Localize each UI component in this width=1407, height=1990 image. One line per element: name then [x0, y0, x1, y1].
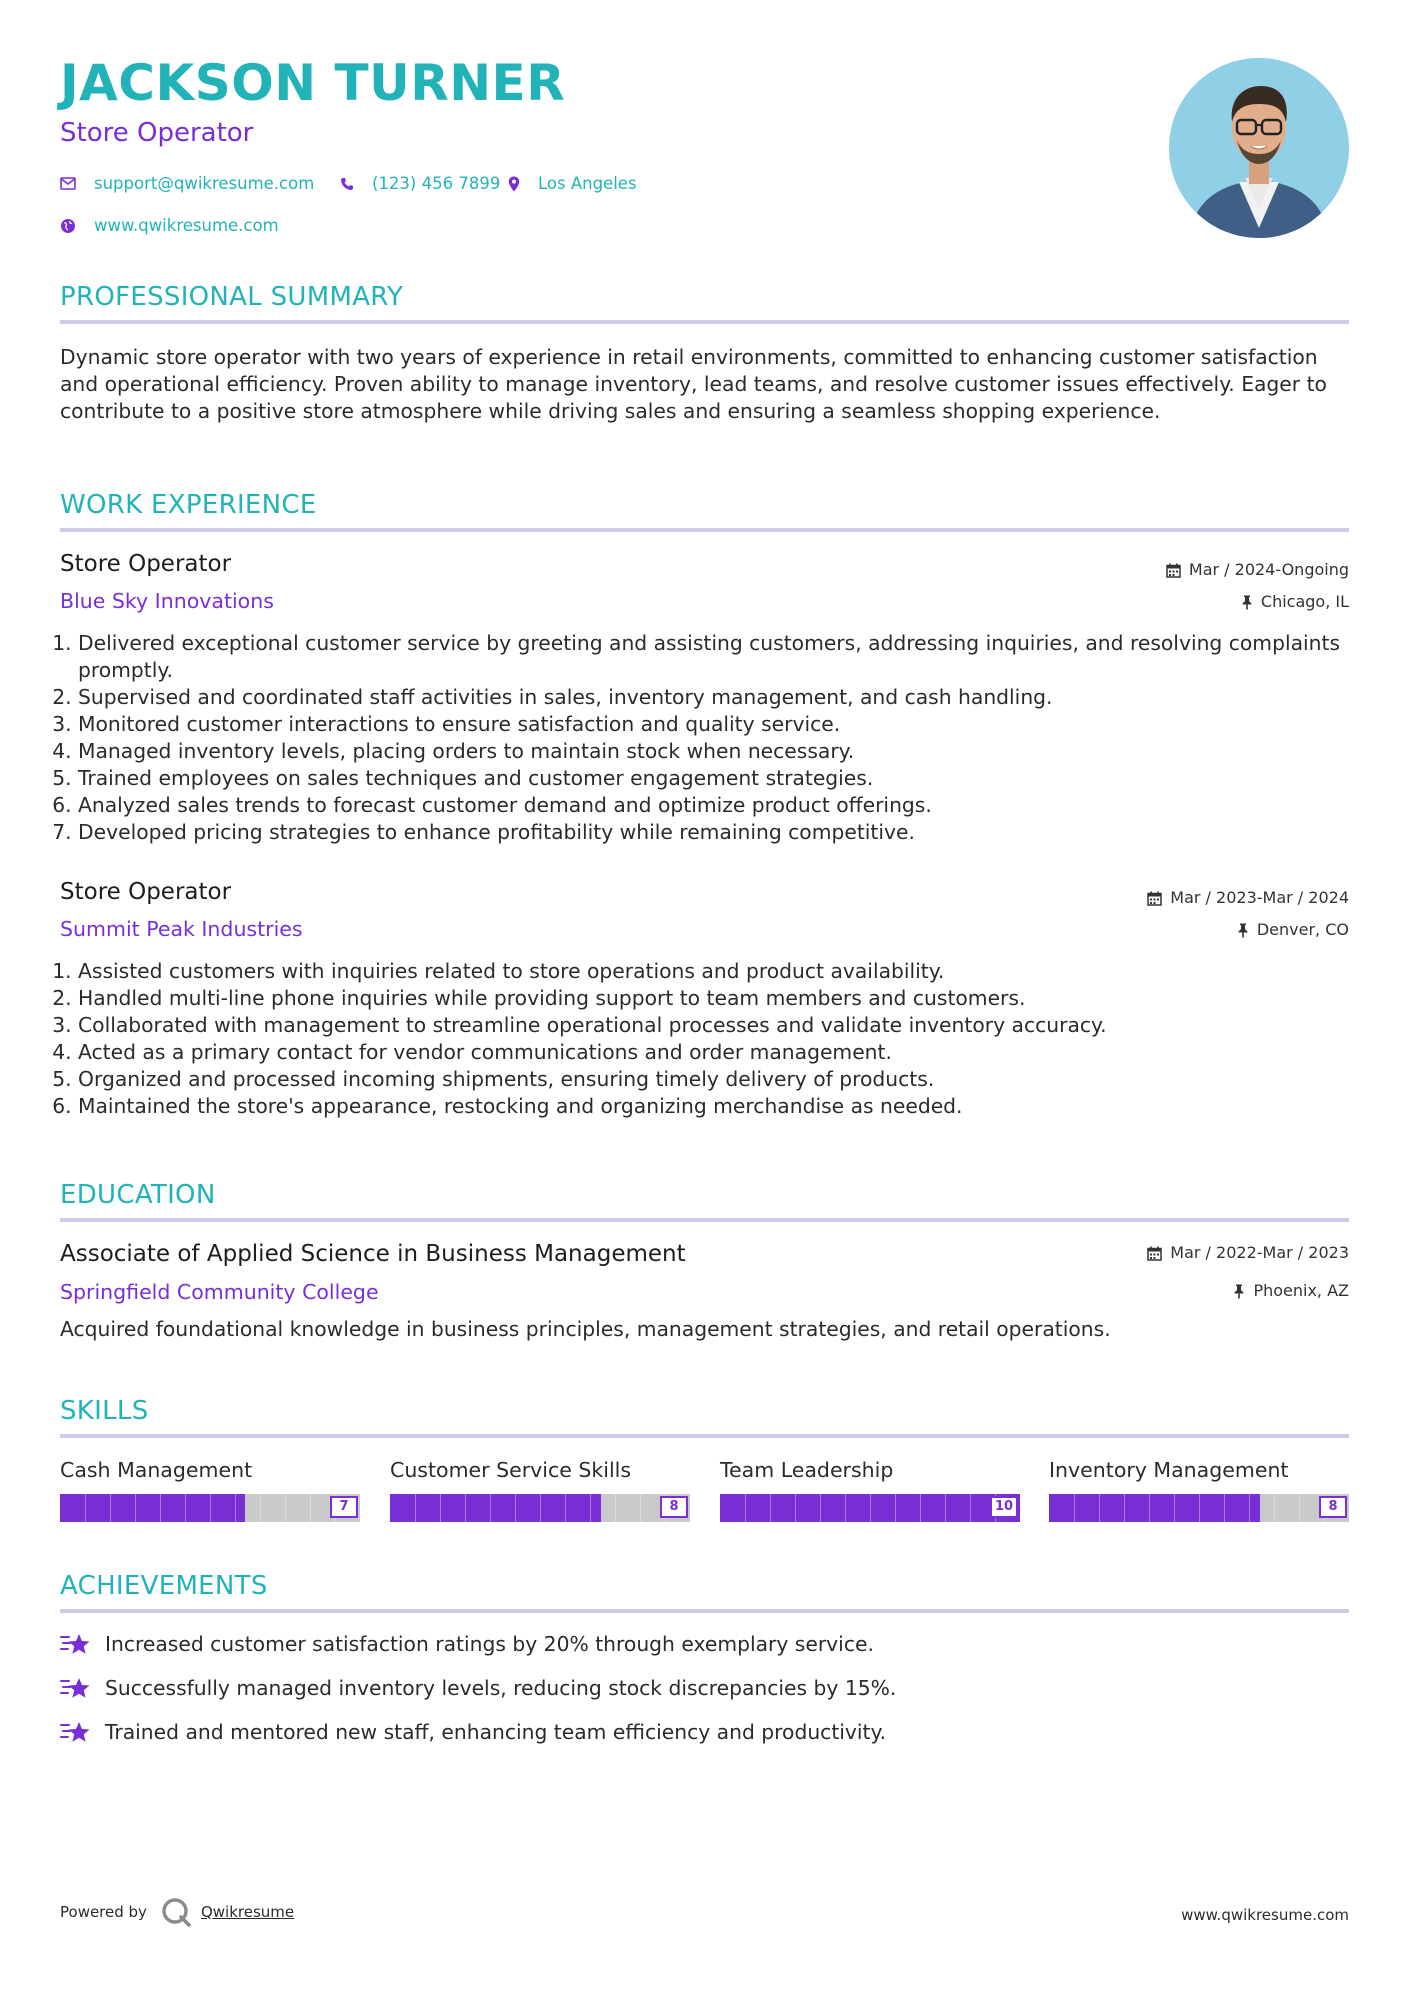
skill-bar-segment	[745, 1494, 746, 1522]
achievement-text: Increased customer satisfaction ratings by 20% through exemplary service.	[105, 1632, 874, 1656]
achievement-text: Successfully managed inventory levels, reducing stock discrepancies by 15%.	[105, 1676, 897, 1700]
skill-bar-segment	[795, 1494, 796, 1522]
phone-icon	[340, 177, 354, 191]
summary-text: Dynamic store operator with two years of experience in retail environments, committed to enhancing customer satisfaction and operational efficiency. Proven ability to manage inventory, lead teams, and resolve customer issues effectively. Eager to contribute to a positive store atmosphere while driving sales and ensuring a seamless shopping experience.	[60, 345, 1327, 423]
list-item: 5. Trained employees on sales techniques and customer engagement strategies.	[78, 765, 1367, 792]
education-dates-text: Mar / 2022-Mar / 2023	[1170, 1243, 1349, 1262]
education-location	[1233, 1283, 1349, 1299]
profile-photo-illustration	[1169, 58, 1349, 238]
skill-bar-segment	[615, 1494, 616, 1522]
skill-bar-segment	[260, 1494, 261, 1522]
education-heading: EDUCATION	[60, 1180, 216, 1210]
job-bullets	[60, 958, 1367, 1120]
job-dates	[1147, 890, 1349, 906]
skill-bar-segment	[235, 1494, 236, 1522]
skill-bar-segment	[85, 1494, 86, 1522]
skill-name: Customer Service Skills	[390, 1458, 632, 1482]
education-description: Acquired foundational knowledge in business principles, management strategies, and retail operations.	[60, 1317, 1111, 1341]
company-name: Summit Peak Industries	[60, 917, 303, 941]
profile-photo	[1169, 58, 1349, 238]
list-item: 3. Monitored customer interactions to ensure satisfaction and quality service.	[78, 711, 1367, 738]
job-location	[1237, 922, 1349, 938]
job-location-text: Denver, CO	[1256, 920, 1349, 939]
skill-bar-segment	[285, 1494, 286, 1522]
footer-powered-by	[60, 1897, 294, 1927]
skill-bar-segment	[1299, 1494, 1300, 1522]
list-item: 1. Assisted customers with inquiries related to store operations and product availability.	[78, 958, 1367, 985]
skill-name: Cash Management	[60, 1458, 253, 1482]
skill-level-bar	[720, 1494, 1020, 1522]
job-dates	[1166, 562, 1349, 578]
achievement-text: Trained and mentored new staff, enhancing team efficiency and productivity.	[105, 1720, 887, 1744]
experience-heading: WORK EXPERIENCE	[60, 490, 317, 520]
location-text: Los Angeles	[538, 174, 637, 193]
footer-url[interactable]: www.qwikresume.com	[1181, 1906, 1349, 1924]
skill-bar-segment	[1099, 1494, 1100, 1522]
candidate-role: Store Operator	[60, 118, 254, 148]
skill-bar-segment	[895, 1494, 896, 1522]
qwikresume-logo-icon	[161, 1897, 193, 1927]
skill-bar-segment	[210, 1494, 211, 1522]
section-divider	[60, 528, 1349, 532]
skill-bar-segment	[1224, 1494, 1225, 1522]
list-item: 6. Maintained the store's appearance, restocking and organizing merchandise as needed.	[78, 1093, 1367, 1120]
list-item: 6. Analyzed sales trends to forecast customer demand and optimize product offerings.	[78, 792, 1367, 819]
section-divider	[60, 320, 1349, 324]
job-dates-text: Mar / 2023-Mar / 2024	[1170, 888, 1349, 907]
email-text: support@qwikresume.com	[94, 174, 315, 193]
skill-item	[1049, 1458, 1349, 1514]
skill-bar-segment	[1074, 1494, 1075, 1522]
skill-level-fill	[60, 1494, 245, 1522]
achievement-item	[60, 1632, 874, 1656]
envelope-icon	[60, 177, 76, 190]
skill-bar-segment	[640, 1494, 641, 1522]
skill-name: Inventory Management	[1049, 1458, 1289, 1482]
candidate-name: JACKSON TURNER	[60, 54, 566, 112]
skill-bar-segment	[1274, 1494, 1275, 1522]
job-location-text: Chicago, IL	[1260, 592, 1349, 611]
globe-icon	[60, 218, 76, 234]
calendar-icon	[1166, 563, 1181, 578]
skill-bar-segment	[110, 1494, 111, 1522]
skill-level-bar	[60, 1494, 360, 1522]
shooting-star-icon	[60, 1632, 91, 1656]
skill-item	[390, 1458, 690, 1514]
skill-bar-segment	[1174, 1494, 1175, 1522]
skill-level-bar	[1049, 1494, 1349, 1522]
skill-level-bar	[390, 1494, 690, 1522]
education-location-text: Phoenix, AZ	[1253, 1281, 1349, 1300]
skill-name: Team Leadership	[720, 1458, 894, 1482]
skill-level-fill	[390, 1494, 601, 1522]
skill-item	[720, 1458, 1020, 1514]
skill-bar-segment	[465, 1494, 466, 1522]
skill-bar-segment	[845, 1494, 846, 1522]
shooting-star-icon	[60, 1676, 91, 1700]
achievement-item	[60, 1676, 896, 1700]
section-divider	[60, 1609, 1349, 1613]
skill-bar-segment	[1249, 1494, 1250, 1522]
skill-bar-segment	[135, 1494, 136, 1522]
skill-bar-segment	[565, 1494, 566, 1522]
skill-bar-segment	[490, 1494, 491, 1522]
skill-item	[60, 1458, 360, 1514]
skill-bar-segment	[160, 1494, 161, 1522]
degree-title: Associate of Applied Science in Business Management	[60, 1241, 686, 1267]
skill-bar-segment	[920, 1494, 921, 1522]
map-pin-icon	[508, 176, 520, 192]
job-title: Store Operator	[60, 551, 232, 577]
contact-email[interactable]	[60, 174, 314, 193]
pushpin-icon	[1241, 595, 1253, 610]
skill-score: 8	[1319, 1496, 1347, 1518]
skill-score: 8	[660, 1496, 688, 1518]
list-item: 5. Organized and processed incoming shipments, ensuring timely delivery of products.	[78, 1066, 1367, 1093]
pushpin-icon	[1233, 1284, 1245, 1299]
skill-bar-segment	[870, 1494, 871, 1522]
summary-heading: PROFESSIONAL SUMMARY	[60, 282, 404, 312]
skill-score: 7	[330, 1496, 358, 1518]
section-divider	[60, 1218, 1349, 1222]
list-item: 4. Acted as a primary contact for vendor communications and order management.	[78, 1039, 1367, 1066]
skill-bar-segment	[820, 1494, 821, 1522]
calendar-icon	[1147, 891, 1162, 906]
list-item: 4. Managed inventory levels, placing orders to maintain stock when necessary.	[78, 738, 1367, 765]
education-dates	[1147, 1245, 1349, 1261]
list-item: 2. Supervised and coordinated staff activities in sales, inventory management, and cash handling.	[78, 684, 1367, 711]
skill-bar-segment	[1149, 1494, 1150, 1522]
skill-bar-segment	[945, 1494, 946, 1522]
skill-level-fill	[1049, 1494, 1260, 1522]
website-text: www.qwikresume.com	[94, 216, 279, 235]
school-name: Springfield Community College	[60, 1280, 379, 1304]
job-bullets	[60, 630, 1367, 846]
contact-location	[508, 174, 637, 193]
powered-by-label: Powered by	[60, 1903, 147, 1921]
list-item: 7. Developed pricing strategies to enhance profitability while remaining competitive.	[78, 819, 1367, 846]
section-divider	[60, 1434, 1349, 1438]
skills-heading: SKILLS	[60, 1396, 149, 1426]
list-item: 1. Delivered exceptional customer service by greeting and assisting customers, addressing inquiries, and resolving complaints promptly.	[78, 630, 1367, 684]
job-location	[1241, 594, 1349, 610]
list-item: 3. Collaborated with management to streamline operational processes and validate inventory accuracy.	[78, 1012, 1367, 1039]
skill-bar-segment	[590, 1494, 591, 1522]
calendar-icon	[1147, 1246, 1162, 1261]
skill-bar-segment	[310, 1494, 311, 1522]
skill-bar-segment	[770, 1494, 771, 1522]
job-dates-text: Mar / 2024-Ongoing	[1188, 560, 1349, 579]
company-name: Blue Sky Innovations	[60, 589, 274, 613]
skill-bar-segment	[440, 1494, 441, 1522]
contact-website[interactable]	[60, 216, 279, 235]
achievements-heading: ACHIEVEMENTS	[60, 1571, 268, 1601]
achievement-item	[60, 1720, 886, 1744]
skill-bar-segment	[185, 1494, 186, 1522]
list-item: 2. Handled multi-line phone inquiries while providing support to team members and customers.	[78, 985, 1367, 1012]
phone-text: (123) 456 7899	[372, 174, 501, 193]
skill-bar-segment	[970, 1494, 971, 1522]
skill-bar-segment	[515, 1494, 516, 1522]
skill-score: 10	[990, 1496, 1018, 1518]
pushpin-icon	[1237, 923, 1249, 938]
skill-bar-segment	[415, 1494, 416, 1522]
contact-phone[interactable]	[340, 174, 500, 193]
skill-bar-segment	[540, 1494, 541, 1522]
shooting-star-icon	[60, 1720, 91, 1744]
job-title: Store Operator	[60, 879, 232, 905]
qwikresume-link[interactable]: Qwikresume	[200, 1903, 295, 1921]
skill-bar-segment	[1124, 1494, 1125, 1522]
skill-bar-segment	[1199, 1494, 1200, 1522]
